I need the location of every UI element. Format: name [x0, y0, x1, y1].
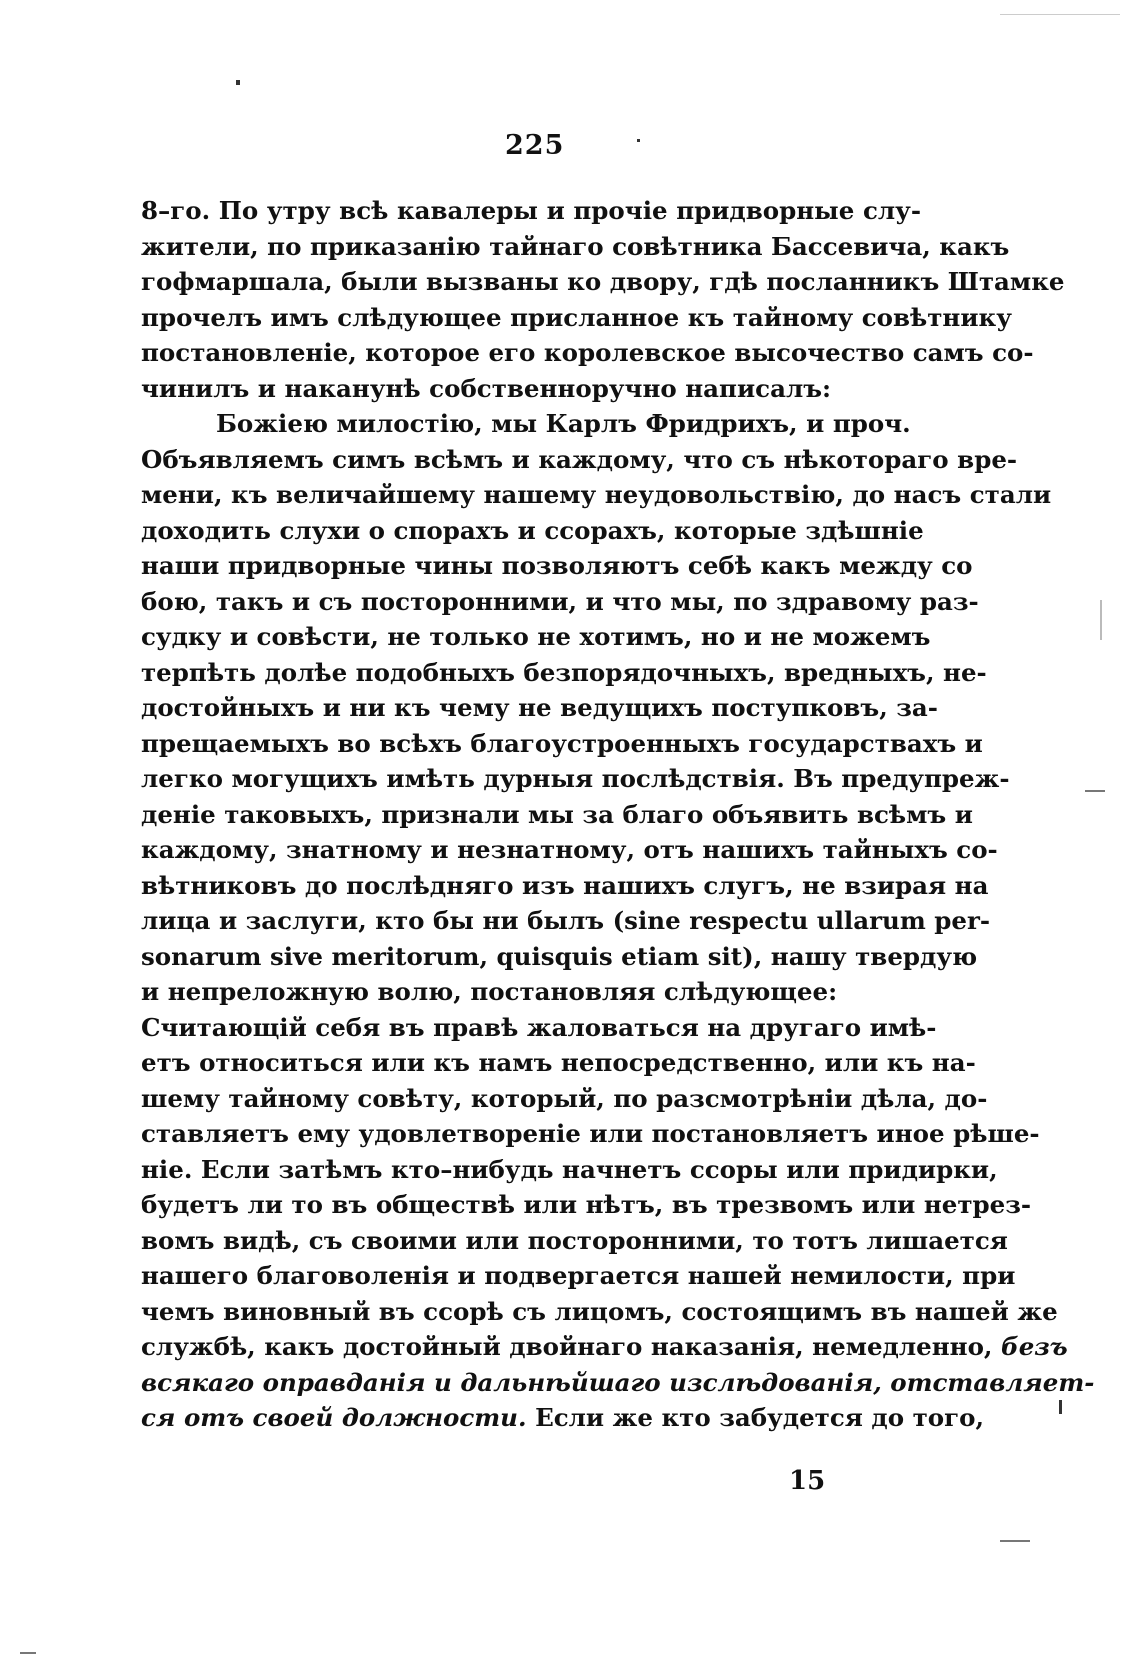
text-line: деніе таковыхъ, признали мы за благо объявить всѣмъ и	[141, 799, 973, 829]
text-line: етъ относиться или къ намъ непосредственно, или къ на-	[141, 1048, 976, 1077]
text-line: ніе. Если затѣмъ кто–нибудь начнетъ ссоры или придирки,	[141, 1154, 998, 1184]
scan-speck	[637, 139, 640, 142]
decree-heading-line: Божіею милостію, мы Карлъ Фридрихъ, и проч.	[216, 409, 911, 438]
printer-signature-mark: 15	[789, 1466, 826, 1496]
scan-dash	[20, 1652, 36, 1654]
line-roman-part: Если же кто забудется до того,	[535, 1403, 985, 1432]
scan-speck	[1059, 1400, 1062, 1414]
scan-speck	[1100, 600, 1102, 640]
body-text	[141, 193, 1095, 1436]
scan-dash	[1085, 790, 1105, 792]
text-line: наши придворные чины позволяютъ себѣ какъ между со	[141, 551, 973, 580]
text-line: и непреложную волю, постановляя слѣдующее:	[141, 977, 838, 1006]
text-line-italic: всякаго оправданія и дальнѣйшаго изслѣдованія, отставляет-	[141, 1367, 1095, 1397]
text-line: чинилъ и наканунѣ собственноручно написалъ:	[141, 373, 832, 403]
text-line: лица и заслуги, кто бы ни былъ (sine respectu ullarum per-	[141, 906, 991, 935]
text-line: гофмаршала, были вызваны ко двору, гдѣ посланникъ Штамке	[141, 267, 1065, 296]
scan-dash	[1000, 1540, 1030, 1542]
text-line: судку и совѣсти, не только не хотимъ, но и не можемъ	[141, 622, 931, 651]
text-line: нашего благоволенія и подвергается нашей немилости, при	[141, 1261, 1016, 1290]
text-line: легко могущихъ имѣть дурныя послѣдствія. Въ предупреж-	[141, 764, 1010, 793]
text-line: терпѣть долѣе подобныхъ безпорядочныхъ, вредныхъ, не-	[141, 657, 987, 687]
text-line: доходить слухи о спорахъ и ссорахъ, которые здѣшніе	[141, 515, 924, 545]
scan-dash	[1000, 14, 1120, 15]
text-line: жители, по приказанію тайнаго совѣтника Бассевича, какъ	[141, 231, 1010, 261]
text-line: прещаемыхъ во всѣхъ благоустроенныхъ государствахъ и	[141, 728, 983, 758]
text-line: чемъ виновный въ ссорѣ съ лицомъ, состоящимъ въ нашей же	[141, 1296, 1058, 1326]
text-line: каждому, знатному и незнатному, отъ нашихъ тайныхъ со-	[141, 835, 998, 864]
text-line: вомъ видѣ, съ своими или посторонними, то тотъ лишается	[141, 1225, 1008, 1255]
text-line-mixed	[141, 1329, 1068, 1365]
text-line: шему тайному совѣту, который, по разсмотрѣніи дѣла, до-	[141, 1083, 988, 1113]
text-line: постановленіе, которое его королевское высочество самъ со-	[141, 338, 1034, 367]
text-line: бою, такъ и съ посторонними, и что мы, по здравому раз-	[141, 586, 979, 616]
paragraph-start-line: Считающій себя въ правѣ жаловаться на другаго имѣ-	[141, 1012, 937, 1042]
line-roman-part: службѣ, какъ достойный двойнаго наказанія, немедленно,	[141, 1332, 993, 1361]
text-line: sonarum sive meritorum, quisquis etiam sit), нашу твердую	[141, 941, 978, 971]
line-italic-part: ся отъ своей должности.	[141, 1403, 527, 1432]
text-line: ставляетъ ему удовлетвореніе или постановляетъ иное рѣше-	[141, 1119, 1040, 1148]
line-italic-part: безъ	[1001, 1332, 1068, 1361]
text-line: мени, къ величайшему нашему неудовольствію, до насъ стали	[141, 480, 1052, 509]
text-line-mixed	[141, 1400, 985, 1436]
text-line: Объявляемъ симъ всѣмъ и каждому, что съ нѣкотораго вре-	[141, 444, 1018, 474]
scan-speck	[236, 80, 240, 85]
text-line: достойныхъ и ни къ чему не ведущихъ поступковъ, за-	[141, 693, 938, 722]
text-line: будетъ ли то въ обществѣ или нѣтъ, въ трезвомъ или нетрез-	[141, 1190, 1032, 1219]
text-line: прочелъ имъ слѣдующее присланное къ тайному совѣтнику	[141, 302, 1012, 332]
page-number: 225	[505, 130, 565, 161]
text-line: вѣтниковъ до послѣдняго изъ нашихъ слугъ, не взирая на	[141, 870, 989, 900]
text-line: 8–го. По утру всѣ кавалеры и прочіе придворные слу-	[141, 196, 921, 225]
